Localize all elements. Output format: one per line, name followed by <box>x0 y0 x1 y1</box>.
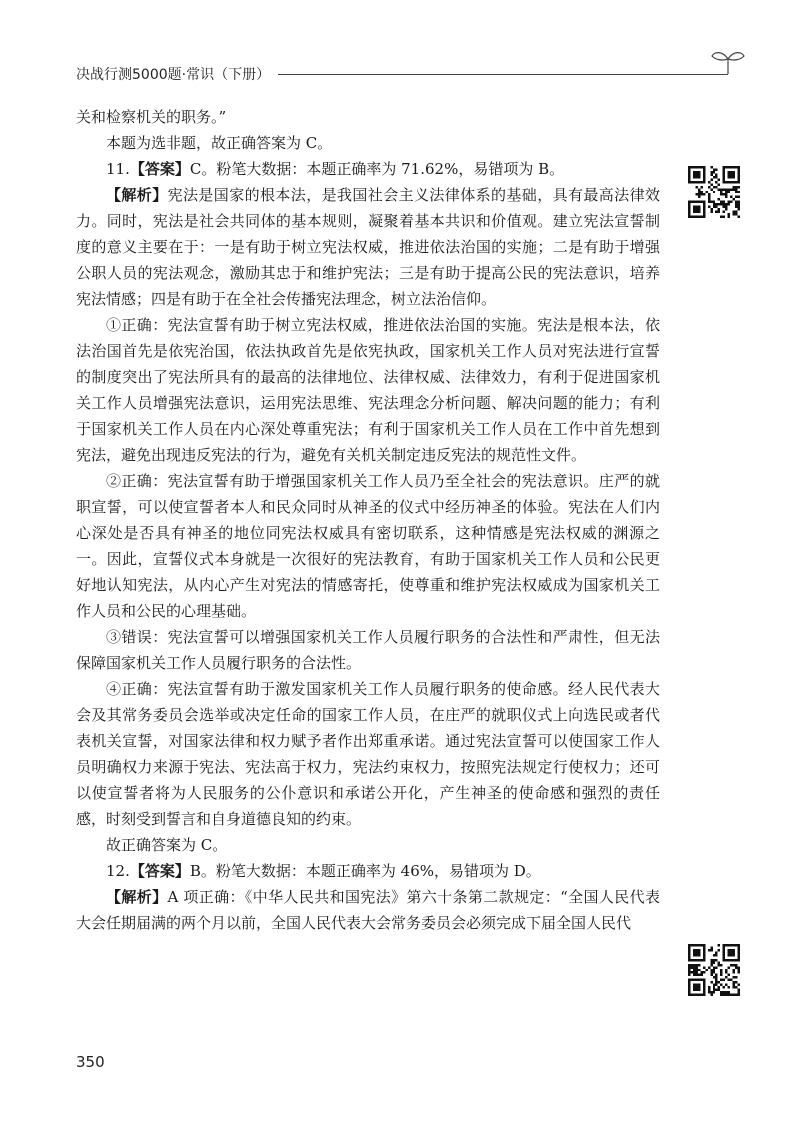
analysis-label: 【解析】 <box>106 888 168 906</box>
answer-label: 【答案】 <box>129 862 190 880</box>
answer-text: B。粉笔大数据：本题正确率为 46%，易错项为 D。 <box>189 862 541 880</box>
analysis-text: A 项正确：《中华人民共和国宪法》第六十条第二款规定：“全国人民代表大会任期届满的两个月以前，全国人民代表大会常务委员会必须完成下届全国人民代 <box>76 888 660 932</box>
sprout-icon <box>708 46 748 78</box>
paragraph: 关和检察机关的职务。” <box>76 108 227 126</box>
page-number: 350 <box>76 1053 105 1071</box>
answer-line-q12 <box>76 858 660 884</box>
answer-line-q11 <box>76 156 660 182</box>
page-content <box>76 104 660 936</box>
option-explanation-3: ③错误：宪法宣誓可以增强国家机关工作人员履行职务的合法性和严肃性，但无法保障国家机关工作人员履行职务的合法性。 <box>76 628 660 672</box>
answer-text: C。粉笔大数据：本题正确率为 71.62%，易错项为 B。 <box>189 160 565 178</box>
question-number: 12. <box>106 862 130 880</box>
analysis-q12 <box>76 884 660 936</box>
paragraph: 本题为选非题，故正确答案为 C。 <box>106 134 333 152</box>
answer-label: 【答案】 <box>129 160 190 178</box>
analysis-label: 【解析】 <box>106 186 168 204</box>
option-explanation-4: ④正确：宪法宣誓有助于激发国家机关工作人员履行职务的使命感。经人民代表大会及其常务委员会选举或决定任命的国家工作人员，在庄严的就职仪式上向选民或者代表机关宣誓，对国家法律和权力赋予者作出郑重承诺。通过宪法宣誓可以使国家工作人员明确权力来源于宪法、宪法高于权力，宪法约束权力，按照宪法规定行使权力；还可以使宣誓者将为人民服务的公仆意识和承诺公开化，产生神圣的使命感和强烈的责任感，时刻受到誓言和自身道德良知的约束。 <box>76 680 660 828</box>
question-number: 11. <box>106 160 130 178</box>
qr-code-icon[interactable] <box>688 944 740 996</box>
header-divider <box>278 74 728 75</box>
qr-code-icon[interactable] <box>688 166 740 218</box>
conclusion: 故正确答案为 C。 <box>106 836 228 854</box>
analysis-text: 宪法是国家的根本法，是我国社会主义法律体系的基础，具有最高法律效力。同时，宪法是社会共同体的基本规则，凝聚着基本共识和价值观。建立宪法宣誓制度的意义主要在于：一是有助于树立宪法权威，推进依法治国的实施；二是有助于增强公职人员的宪法观念，激励其忠于和维护宪法；三是有助于提高公民的宪法意识，培养宪法情感；四是有助于在全社会传播宪法理念，树立法治信仰。 <box>76 186 660 308</box>
running-header <box>76 60 766 94</box>
option-explanation-2: ②正确：宪法宣誓有助于增强国家机关工作人员乃至全社会的宪法意识。庄严的就职宣誓，可以使宣誓者本人和民众同时从神圣的仪式中经历神圣的体验。宪法在人们内心深处是否具有神圣的地位同宪法权威具有密切联系，这种情感是宪法权威的渊源之一。因此，宣誓仪式本身就是一次很好的宪法教育，有助于国家机关工作人员和公民更好地认知宪法，从内心产生对宪法的情感寄托，使尊重和维护宪法权威成为国家机关工作人员和公民的心理基础。 <box>76 472 660 620</box>
book-title: 决战行测5000题·常识（下册） <box>76 67 271 83</box>
analysis-q11 <box>76 182 660 312</box>
option-explanation-1: ①正确：宪法宣誓有助于树立宪法权威，推进依法治国的实施。宪法是根本法，依法治国首先是依宪治国，依法执政首先是依宪执政，国家机关工作人员对宪法进行宣誓的制度突出了宪法所具有的最高的法律地位、法律权威、法律效力，有利于促进国家机关工作人员增强宪法意识，运用宪法思维、宪法理念分析问题、解决问题的能力；有利于国家机关工作人员在内心深处尊重宪法；有利于国家机关工作人员在工作中首先想到宪法，避免出现违反宪法的行为，避免有关机关制定违反宪法的规范性文件。 <box>76 316 660 464</box>
